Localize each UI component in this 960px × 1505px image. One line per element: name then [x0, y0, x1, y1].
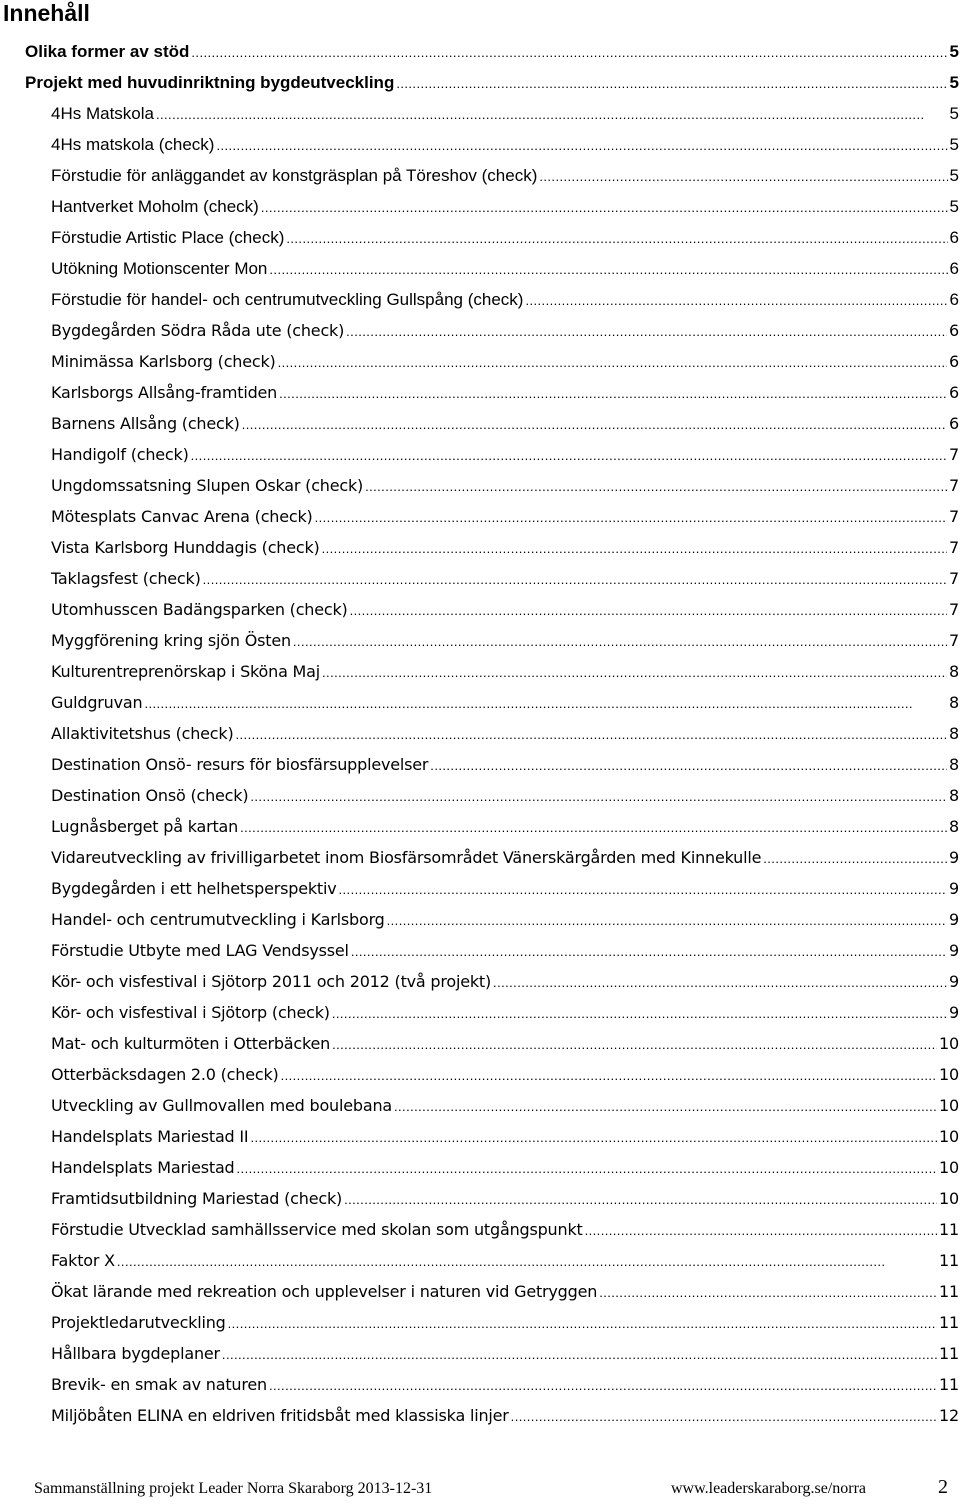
toc-entry[interactable] — [51, 625, 960, 656]
toc-dot-leader — [250, 1122, 937, 1153]
toc-entry-label: Karlsborgs Allsång-framtiden — [51, 383, 278, 402]
toc-entry[interactable] — [51, 408, 960, 439]
toc-entry-page-number: 11 — [939, 1282, 959, 1301]
toc-dot-leader — [191, 37, 947, 68]
toc-dot-leader — [144, 688, 947, 719]
toc-entry-label: Guldgruvan — [51, 693, 143, 712]
toc-entry-page-number: 10 — [939, 1034, 959, 1053]
toc-entry[interactable] — [51, 1245, 960, 1276]
toc-dot-leader — [156, 99, 948, 130]
toc-entry-page-number: 10 — [939, 1189, 959, 1208]
toc-entry[interactable] — [51, 253, 960, 284]
toc-entry-page-number: 10 — [939, 1096, 959, 1115]
toc-dot-leader — [203, 564, 947, 595]
toc-entry-page-number: 6 — [949, 259, 959, 278]
toc-entry-label: Förstudie Artistic Place (check) — [51, 228, 285, 247]
toc-entry-page-number: 9 — [949, 848, 959, 867]
toc-dot-leader — [351, 936, 947, 967]
toc-dot-leader — [240, 812, 947, 843]
toc-dot-leader — [763, 843, 947, 874]
toc-dot-leader — [222, 1339, 937, 1370]
toc-entry-label: Förstudie Utvecklad samhällsservice med skolan som utgångspunkt — [51, 1220, 583, 1239]
toc-entry-label: Taklagsfest (check) — [51, 569, 201, 588]
toc-entry-label: Faktor X — [51, 1251, 115, 1270]
toc-entry-label: Förstudie för anläggandet av konstgräsplan på Töreshov (check) — [51, 166, 538, 185]
toc-dot-leader — [293, 626, 947, 657]
toc-dot-leader — [599, 1277, 937, 1308]
toc-entry[interactable] — [51, 997, 960, 1028]
toc-entry-page-number: 11 — [939, 1251, 959, 1270]
toc-entry[interactable] — [51, 98, 960, 129]
toc-entry[interactable] — [51, 1152, 960, 1183]
toc-entry-page-number: 5 — [949, 104, 959, 123]
toc-entry-page-number: 7 — [949, 600, 959, 619]
toc-entry-label: Miljöbåten ELINA en eldriven fritidsbåt med klassiska linjer — [51, 1406, 509, 1425]
toc-entry-page-number: 6 — [949, 352, 959, 371]
toc-entry-page-number: 9 — [949, 972, 959, 991]
toc-entry[interactable] — [51, 1276, 960, 1307]
toc-entry-page-number: 5 — [949, 166, 959, 185]
toc-entry-label: Framtidsutbildning Mariestad (check) — [51, 1189, 343, 1208]
toc-entry-page-number: 7 — [949, 507, 959, 526]
toc-entry-page-number: 9 — [949, 879, 959, 898]
toc-entry-label: Ökat lärande med rekreation och upplevelser i naturen vid Getryggen — [51, 1282, 598, 1301]
toc-entry-label: Bygdegården Södra Råda ute (check) — [51, 321, 345, 340]
toc-entry[interactable] — [51, 532, 960, 563]
toc-entry-label: Hantverket Moholm (check) — [51, 197, 259, 216]
toc-entry-page-number: 7 — [949, 445, 959, 464]
toc-dot-leader — [339, 874, 948, 905]
toc-dot-leader — [269, 254, 947, 285]
toc-entry-label: Kör- och visfestival i Sjötorp 2011 och 2012 (två projekt) — [51, 972, 492, 991]
toc-dot-leader — [322, 533, 947, 564]
toc-entry[interactable] — [51, 594, 960, 625]
toc-entry-label: Lugnåsberget på kartan — [51, 817, 239, 836]
toc-entry[interactable] — [51, 842, 960, 873]
toc-entry-page-number: 5 — [949, 42, 959, 61]
toc-entry-label: Utomhusscen Badängsparken (check) — [51, 600, 348, 619]
toc-dot-leader — [493, 967, 947, 998]
toc-heading: Innehåll — [3, 0, 90, 26]
toc-entry-label: Handelsplats Mariestad — [51, 1158, 235, 1177]
toc-entry-page-number: 7 — [949, 569, 959, 588]
toc-entry-page-number: 11 — [939, 1313, 959, 1332]
toc-entry[interactable] — [51, 749, 960, 780]
toc-entry[interactable] — [51, 966, 960, 997]
toc-dot-leader — [269, 1370, 937, 1401]
toc-entry-page-number: 8 — [949, 786, 959, 805]
toc-dot-leader — [237, 1153, 938, 1184]
toc-entry-page-number: 10 — [939, 1127, 959, 1146]
toc-entry-label: Hållbara bygdeplaner — [51, 1344, 220, 1363]
toc-entry[interactable] — [25, 36, 960, 67]
toc-dot-leader — [286, 223, 947, 254]
toc-entry-page-number: 6 — [949, 383, 959, 402]
toc-dot-leader — [216, 130, 947, 161]
toc-entry-label: Mat- och kulturmöten i Otterbäcken — [51, 1034, 331, 1053]
toc-dot-leader — [242, 409, 947, 440]
toc-dot-leader — [332, 1029, 937, 1060]
toc-entry-page-number: 11 — [939, 1375, 959, 1394]
toc-entry-page-number: 9 — [949, 910, 959, 929]
page-footer — [0, 1474, 960, 1505]
toc-entry-page-number: 9 — [949, 1003, 959, 1022]
toc-entry-page-number: 7 — [949, 538, 959, 557]
toc-entry[interactable] — [51, 935, 960, 966]
toc-entry[interactable] — [51, 129, 960, 160]
toc-entry-page-number: 8 — [949, 817, 959, 836]
toc-entry-label: Destination Onsö (check) — [51, 786, 249, 805]
toc-dot-leader — [278, 347, 947, 378]
toc-entry[interactable] — [51, 315, 960, 346]
toc-entry[interactable] — [51, 346, 960, 377]
toc-entry[interactable] — [51, 191, 960, 222]
toc-entry-label: Utökning Motionscenter Mon — [51, 259, 268, 278]
toc-entry[interactable] — [51, 1183, 960, 1214]
toc-entry-label: Förstudie Utbyte med LAG Vendsyssel — [51, 941, 349, 960]
toc-entry[interactable] — [25, 67, 960, 98]
toc-dot-leader — [332, 998, 947, 1029]
toc-entry-page-number: 8 — [949, 755, 959, 774]
toc-dot-leader — [322, 657, 947, 688]
toc-entry[interactable] — [51, 780, 960, 811]
toc-dot-leader — [344, 1184, 937, 1215]
toc-entry-page-number: 5 — [949, 197, 959, 216]
toc-dot-leader — [191, 440, 947, 471]
toc-dot-leader — [346, 316, 947, 347]
toc-dot-leader — [281, 1060, 937, 1091]
toc-entry-label: Allaktivitetshus (check) — [51, 724, 234, 743]
toc-entry-label: Otterbäcksdagen 2.0 (check) — [51, 1065, 279, 1084]
toc-entry-label: Myggförening kring sjön Östen — [51, 631, 291, 650]
toc-dot-leader — [525, 285, 947, 316]
toc-entry-page-number: 12 — [939, 1406, 959, 1425]
toc-dot-leader — [228, 1308, 937, 1339]
toc-dot-leader — [539, 161, 947, 192]
toc-entry-page-number: 7 — [949, 476, 959, 495]
toc-entry-page-number: 8 — [949, 693, 959, 712]
toc-entry-page-number: 7 — [949, 631, 959, 650]
toc-entry-label: Bygdegården i ett helhetsperspektiv — [51, 879, 337, 898]
toc-entry-page-number: 8 — [949, 724, 959, 743]
toc-entry-page-number: 6 — [949, 228, 959, 247]
toc-entry-label: Projekt med huvudinriktning bygdeutveckling — [25, 73, 395, 92]
toc-entry[interactable] — [51, 873, 960, 904]
toc-dot-leader — [117, 1246, 937, 1277]
toc-entry-page-number: 6 — [949, 290, 959, 309]
toc-entry[interactable] — [51, 470, 960, 501]
toc-entry-label: Handigolf (check) — [51, 445, 189, 464]
toc-entry[interactable] — [51, 1369, 960, 1400]
toc-entry-label: Kör- och visfestival i Sjötorp (check) — [51, 1003, 330, 1022]
toc-dot-leader — [511, 1401, 937, 1432]
toc-entry-page-number: 8 — [949, 662, 959, 681]
footer-page-number: 2 — [938, 1476, 948, 1498]
toc-entry-label: Handel- och centrumutveckling i Karlsborg — [51, 910, 385, 929]
toc-dot-leader — [585, 1215, 937, 1246]
toc-dot-leader — [250, 781, 947, 812]
toc-entry-label: Mötesplats Canvac Arena (check) — [51, 507, 313, 526]
toc-entry[interactable] — [51, 160, 960, 191]
toc-entry[interactable] — [51, 377, 960, 408]
toc-entry[interactable] — [51, 811, 960, 842]
toc-entry-label: Handelsplats Mariestad II — [51, 1127, 249, 1146]
toc-entry[interactable] — [51, 1028, 960, 1059]
footer-website: www.leaderskaraborg.se/norra — [671, 1480, 867, 1497]
toc-entry[interactable] — [51, 1059, 960, 1090]
toc-entry[interactable] — [51, 718, 960, 749]
toc-entry[interactable] — [51, 656, 960, 687]
toc-entry-page-number: 5 — [949, 73, 959, 92]
toc-entry[interactable] — [51, 904, 960, 935]
toc-dot-leader — [394, 1091, 937, 1122]
toc-entry-page-number: 11 — [939, 1220, 959, 1239]
toc-entry[interactable] — [51, 284, 960, 315]
toc-entry-page-number: 10 — [939, 1158, 959, 1177]
toc-entry-label: Vidareutveckling av frivilligarbetet inom Biosfärsområdet Vänerskärgården med Kinnekulle — [51, 848, 762, 867]
toc-dot-leader — [387, 905, 947, 936]
toc-entry-label: Kulturentreprenörskap i Sköna Maj — [51, 662, 321, 681]
toc-entry-label: Olika former av stöd — [25, 42, 190, 61]
toc-entry[interactable] — [51, 222, 960, 253]
toc-entry[interactable] — [51, 501, 960, 532]
toc-entry-label: Minimässa Karlsborg (check) — [51, 352, 276, 371]
toc-entry-page-number: 5 — [949, 135, 959, 154]
toc-dot-leader — [236, 719, 948, 750]
toc-entry-label: Vista Karlsborg Hunddagis (check) — [51, 538, 320, 557]
toc-entry[interactable] — [51, 1307, 960, 1338]
toc-entry-label: 4Hs Matskola — [51, 104, 154, 123]
toc-entry-label: 4Hs matskola (check) — [51, 135, 215, 154]
toc-entry-label: Barnens Allsång (check) — [51, 414, 240, 433]
toc-entry[interactable] — [51, 1214, 960, 1245]
toc-dot-leader — [261, 192, 948, 223]
toc-dot-leader — [430, 750, 947, 781]
toc-entry[interactable] — [51, 1090, 960, 1121]
toc-entry-page-number: 11 — [939, 1344, 959, 1363]
toc-dot-leader — [350, 595, 947, 626]
toc-entry-label: Utveckling av Gullmovallen med boulebana — [51, 1096, 392, 1115]
toc-dot-leader — [396, 68, 947, 99]
toc-entry-label: Destination Onsö- resurs för biosfärsupplevelser — [51, 755, 429, 774]
toc-dot-leader — [279, 378, 947, 409]
toc-entry[interactable] — [51, 563, 960, 594]
toc-entry-page-number: 10 — [939, 1065, 959, 1084]
toc-dot-leader — [315, 502, 947, 533]
toc-entry[interactable] — [51, 687, 960, 718]
toc-entry-page-number: 6 — [949, 414, 959, 433]
toc-entry[interactable] — [51, 439, 960, 470]
toc-entry-label: Ungdomssatsning Slupen Oskar (check) — [51, 476, 364, 495]
toc-entry-label: Brevik- en smak av naturen — [51, 1375, 267, 1394]
toc-entry-page-number: 9 — [949, 941, 959, 960]
toc-entry[interactable] — [51, 1121, 960, 1152]
toc-entry-page-number: 6 — [949, 321, 959, 340]
toc-entry-label: Förstudie för handel- och centrumutveckling Gullspång (check) — [51, 290, 524, 309]
toc-entry[interactable] — [51, 1338, 960, 1369]
footer-document-title: Sammanställning projekt Leader Norra Skaraborg 2013-12-31 — [34, 1480, 433, 1497]
toc-entry-label: Projektledarutveckling — [51, 1313, 226, 1332]
toc-entry[interactable] — [51, 1400, 960, 1431]
footer-divider — [34, 1469, 960, 1470]
toc-dot-leader — [365, 471, 947, 502]
